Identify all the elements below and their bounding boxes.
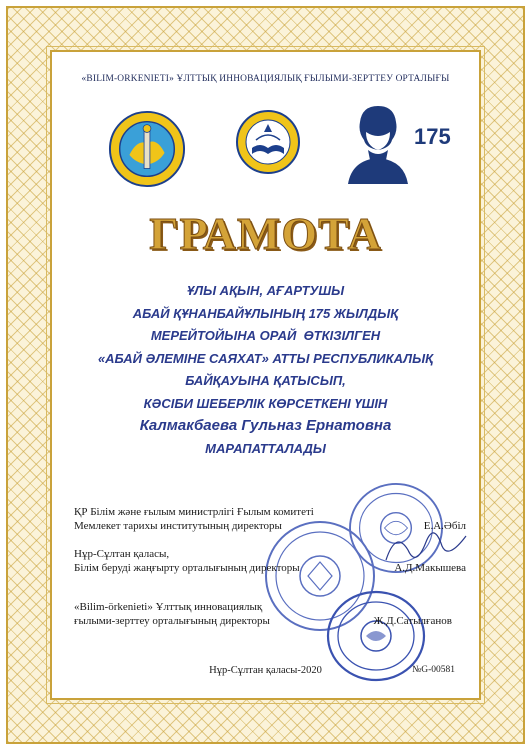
- bilim-orkenieti-emblem: [236, 110, 300, 174]
- city-year: Нұр-Сұлтан қаласы-2020: [209, 665, 322, 676]
- signatory-position: «Bilim-örkenieti» Ұлттық инновациялық: [74, 601, 263, 613]
- award-closing: МАРАПАТТАЛАДЫ: [205, 440, 326, 456]
- signatory-position: Мемлекет тарихы институтының директоры: [74, 520, 282, 532]
- award-text: [52, 280, 479, 460]
- organization-header: «BILIM-ORKENIETI» ҰЛТТЫҚ ИННОВАЦИЯЛЫҚ ҒЫЛЫМИ-ЗЕРТТЕУ ОРТАЛЫҒЫ: [81, 74, 450, 84]
- award-line: АБАЙ ҚҰНАНБАЙҰЛЫНЫҢ 175 ЖЫЛДЫҚ: [132, 305, 399, 321]
- signatory-name: А.Д.Макышева: [394, 562, 466, 574]
- award-line: МЕРЕЙТОЙЫНА ОРАЙ ӨТКІЗІЛГЕН: [150, 328, 381, 343]
- award-line: ҰЛЫ АҚЫН, АҒАРТУШЫ: [186, 283, 345, 298]
- award-line: «АБАЙ ӘЛЕМІНЕ САЯХАТ» АТТЫ РЕСПУБЛИКАЛЫҚ: [97, 350, 434, 366]
- anniversary-number: 175: [414, 124, 451, 149]
- award-line: КӘСІБИ ШЕБЕРЛІК КӨРСЕТКЕНІ ҮШІН: [143, 395, 388, 411]
- signatory-row: [74, 547, 466, 575]
- certificate-title: ГРАМОТА: [149, 208, 382, 259]
- signatory-row: [74, 600, 466, 628]
- signatory-name: Ж.Д.Сатылғанов: [373, 615, 452, 627]
- signatory-position: Білім беруді жаңғырту орталығының директоры: [74, 562, 300, 574]
- signatory-position: ҚР Білім және ғылым министрлігі Ғылым комитеті: [74, 506, 314, 518]
- history-institute-emblem: [108, 110, 186, 188]
- document-number: №G-00581: [412, 665, 455, 675]
- signatory-name: Е.А.Әбіл: [423, 520, 466, 532]
- certificate-panel: [50, 50, 481, 700]
- abai-portrait-icon: [342, 102, 414, 184]
- signatory-position: Нұр-Сұлтан қаласы,: [74, 548, 170, 560]
- recipient-name: Калмакбаева Гульназ Ернатовна: [139, 417, 392, 434]
- signatory-row: [74, 505, 466, 533]
- signatory-position: ғылыми-зерттеу орталығының директоры: [74, 615, 270, 627]
- award-line: БАЙҚАУЫНА ҚАТЫСЫП,: [185, 373, 346, 388]
